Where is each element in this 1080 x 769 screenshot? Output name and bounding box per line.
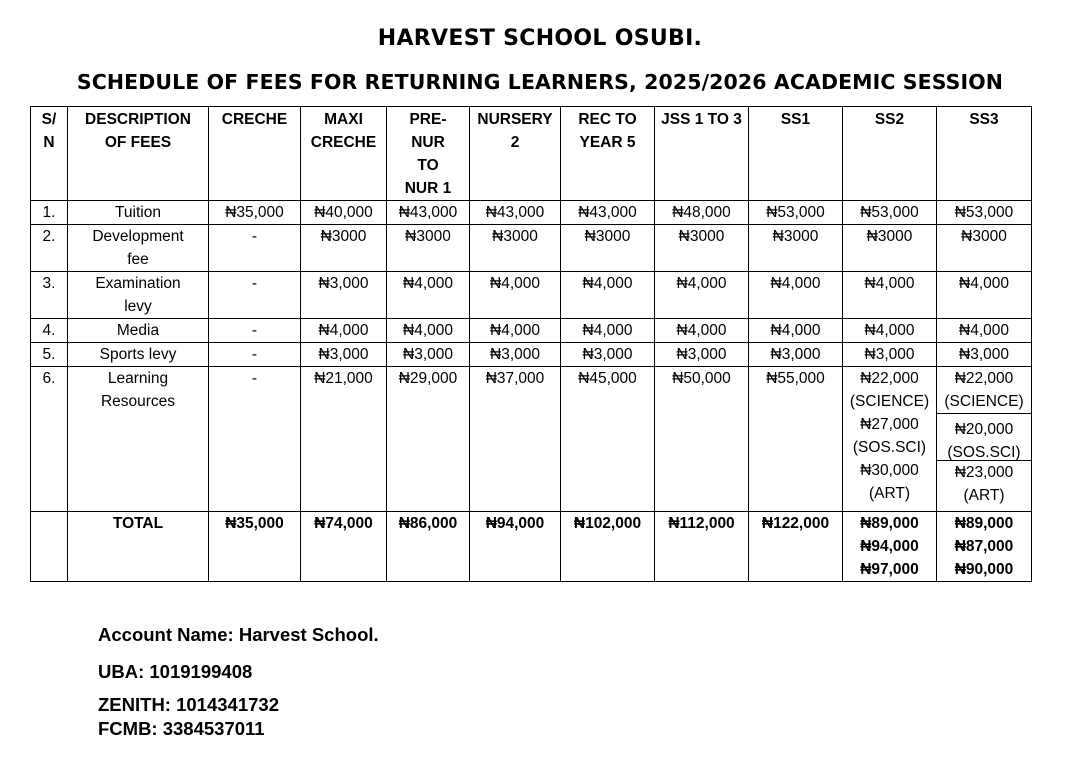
total-nursery-2: ₦94,000: [470, 512, 561, 582]
cell-rec: ₦43,000: [561, 201, 655, 225]
cell-ss1: ₦4,000: [749, 319, 843, 343]
header-creche: CRECHE: [209, 107, 301, 201]
cell-ss1: ₦53,000: [749, 201, 843, 225]
table-header-row: [31, 107, 1032, 201]
cell-pre-nur: ₦29,000: [387, 367, 470, 512]
cell-maxi-creche: ₦40,000: [301, 201, 387, 225]
cell-jss: ₦4,000: [655, 319, 749, 343]
cell-pre-nur: ₦3,000: [387, 343, 470, 367]
row-description: Sports levy: [68, 343, 209, 367]
cell-pre-nur: ₦4,000: [387, 272, 470, 319]
total-rec: ₦102,000: [561, 512, 655, 582]
cell-ss3: ₦4,000: [937, 272, 1032, 319]
total-label: TOTAL: [68, 512, 209, 582]
cell-rec: ₦3,000: [561, 343, 655, 367]
ss3-art-box: ₦23,000 (ART): [937, 460, 1031, 509]
header-nursery-2: NURSERY 2: [470, 107, 561, 201]
ss3-sos-sci-box: ₦20,000 (SOS.SCI): [937, 413, 1031, 460]
school-name: HARVEST SCHOOL OSUBI.: [377, 26, 703, 51]
fcmb-account-number: FCMB: 3384537011: [98, 718, 265, 739]
table-row: [31, 319, 1032, 343]
row-description: Examination levy: [68, 272, 209, 319]
row-sn: 6.: [31, 367, 68, 512]
cell-maxi-creche: ₦3000: [301, 225, 387, 272]
uba-account-number: UBA: 1019199408: [98, 661, 253, 682]
cell-maxi-creche: ₦3,000: [301, 343, 387, 367]
table-row: [31, 343, 1032, 367]
header-ss3: SS3: [937, 107, 1032, 201]
total-sn: [31, 512, 68, 582]
header-pre-nur: PRE- NUR TO NUR 1: [387, 107, 470, 201]
cell-nursery-2: ₦3,000: [470, 343, 561, 367]
cell-jss: ₦4,000: [655, 272, 749, 319]
cell-ss1: ₦3000: [749, 225, 843, 272]
row-sn: 2.: [31, 225, 68, 272]
cell-ss3: ₦3000: [937, 225, 1032, 272]
cell-creche: -: [209, 225, 301, 272]
total-ss3: ₦89,000 ₦87,000 ₦90,000: [937, 512, 1032, 582]
total-pre-nur: ₦86,000: [387, 512, 470, 582]
cell-maxi-creche: ₦3,000: [301, 272, 387, 319]
cell-jss: ₦50,000: [655, 367, 749, 512]
row-sn: 3.: [31, 272, 68, 319]
cell-jss: ₦3000: [655, 225, 749, 272]
cell-ss1: ₦4,000: [749, 272, 843, 319]
total-row: [31, 512, 1032, 582]
header-ss1: SS1: [749, 107, 843, 201]
cell-jss: ₦48,000: [655, 201, 749, 225]
header-maxi-creche: MAXI CRECHE: [301, 107, 387, 201]
cell-creche: -: [209, 367, 301, 512]
total-jss: ₦112,000: [655, 512, 749, 582]
cell-maxi-creche: ₦21,000: [301, 367, 387, 512]
cell-ss2: ₦4,000: [843, 272, 937, 319]
row-sn: 4.: [31, 319, 68, 343]
cell-ss2: ₦22,000 (SCIENCE) ₦27,000 (SOS.SCI) ₦30,000 (ART): [843, 367, 937, 512]
cell-ss3: ₦53,000: [937, 201, 1032, 225]
total-ss2: ₦89,000 ₦94,000 ₦97,000: [843, 512, 937, 582]
cell-nursery-2: ₦4,000: [470, 272, 561, 319]
cell-jss: ₦3,000: [655, 343, 749, 367]
cell-creche: ₦35,000: [209, 201, 301, 225]
row-description: Learning Resources: [68, 367, 209, 512]
row-description: Media: [68, 319, 209, 343]
header-description: DESCRIPTION OF FEES: [68, 107, 209, 201]
cell-ss3: ₦3,000: [937, 343, 1032, 367]
cell-rec: ₦4,000: [561, 272, 655, 319]
row-sn: 5.: [31, 343, 68, 367]
account-name: Account Name: Harvest School.: [98, 624, 379, 645]
total-maxi-creche: ₦74,000: [301, 512, 387, 582]
table-row: [31, 225, 1032, 272]
table-row: [31, 272, 1032, 319]
cell-nursery-2: ₦3000: [470, 225, 561, 272]
cell-rec: ₦4,000: [561, 319, 655, 343]
cell-ss2: ₦4,000: [843, 319, 937, 343]
document-subtitle: SCHEDULE OF FEES FOR RETURNING LEARNERS, 2025/2026 ACADEMIC SESSION: [76, 70, 1004, 94]
header-jss: JSS 1 TO 3: [655, 107, 749, 201]
row-sn: 1.: [31, 201, 68, 225]
cell-ss1: ₦55,000: [749, 367, 843, 512]
cell-creche: -: [209, 272, 301, 319]
row-description: Development fee: [68, 225, 209, 272]
cell-maxi-creche: ₦4,000: [301, 319, 387, 343]
total-creche: ₦35,000: [209, 512, 301, 582]
cell-ss3: ₦4,000: [937, 319, 1032, 343]
cell-nursery-2: ₦4,000: [470, 319, 561, 343]
cell-ss2: ₦3,000: [843, 343, 937, 367]
table-row: [31, 201, 1032, 225]
cell-ss1: ₦3,000: [749, 343, 843, 367]
header-sn: S/ N: [31, 107, 68, 201]
table-row: [31, 367, 1032, 512]
row-description: Tuition: [68, 201, 209, 225]
cell-rec: ₦3000: [561, 225, 655, 272]
cell-pre-nur: ₦3000: [387, 225, 470, 272]
cell-ss3: [937, 367, 1032, 512]
cell-nursery-2: ₦43,000: [470, 201, 561, 225]
cell-ss2: ₦53,000: [843, 201, 937, 225]
cell-pre-nur: ₦43,000: [387, 201, 470, 225]
total-ss1: ₦122,000: [749, 512, 843, 582]
cell-rec: ₦45,000: [561, 367, 655, 512]
zenith-account-number: ZENITH: 1014341732: [98, 694, 279, 715]
header-rec-to-year-5: REC TO YEAR 5: [561, 107, 655, 201]
header-ss2: SS2: [843, 107, 937, 201]
ss3-science-box: ₦22,000 (SCIENCE): [944, 370, 1024, 410]
cell-creche: -: [209, 343, 301, 367]
cell-creche: -: [209, 319, 301, 343]
cell-pre-nur: ₦4,000: [387, 319, 470, 343]
fees-table: [30, 106, 1032, 582]
cell-nursery-2: ₦37,000: [470, 367, 561, 512]
cell-ss2: ₦3000: [843, 225, 937, 272]
